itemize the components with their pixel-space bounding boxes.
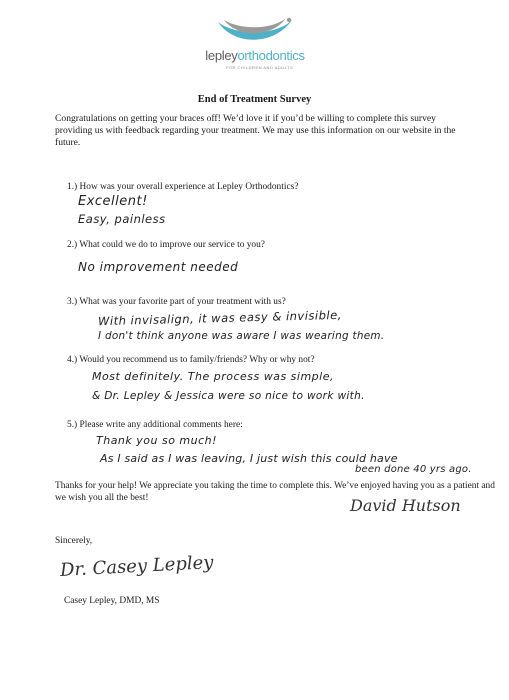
logo-word-orthodontics: orthodontics xyxy=(237,48,305,63)
question-4: 4.) Would you recommend us to family/friends? Why or why not? xyxy=(67,355,315,365)
question-3: 3.) What was your favorite part of your treatment with us? xyxy=(67,297,286,307)
patient-signature: David Hutson xyxy=(350,496,461,515)
answer-5-line-2: As I said as I was leaving, I just wish this could have xyxy=(100,452,398,465)
answer-4-line-1: Most definitely. The process was simple, xyxy=(92,370,334,383)
answer-5-line-1: Thank you so much! xyxy=(96,434,218,447)
closing-paragraph: Thanks for your help! We appreciate you taking the time to complete this. We’ve enjoyed having you as a patient and we wish you all the best! xyxy=(55,481,495,503)
answer-5-line-3: been done 40 yrs ago. xyxy=(355,464,472,475)
lepley-orthodontics-logo xyxy=(196,16,314,72)
answer-3-line-1: With invisalign, it was easy & invisible, xyxy=(97,307,343,329)
smile-logo-icon xyxy=(214,16,296,46)
logo-word-lepley: lepley xyxy=(205,48,238,63)
survey-title: End of Treatment Survey xyxy=(197,94,312,105)
intro-paragraph: Congratulations on getting your braces off! We’d love it if you’d be willing to complete this survey providing us with feedback regarding your treatment. We may use this information on our website in the future. xyxy=(55,113,456,149)
logo-wordmark xyxy=(196,48,314,63)
answer-3-line-2: I don't think anyone was aware I was wearing them. xyxy=(98,330,385,342)
question-1: 1.) How was your overall experience at Lepley Orthodontics? xyxy=(67,182,299,192)
sincerely-text: Sincerely, xyxy=(55,536,93,546)
question-5: 5.) Please write any additional comments here: xyxy=(67,420,243,430)
question-2: 2.) What could we do to improve our service to you? xyxy=(67,240,265,250)
doctor-name: Casey Lepley, DMD, MS xyxy=(64,596,160,606)
answer-1-line-2: Easy, painless xyxy=(78,212,166,226)
answer-4-line-2: & Dr. Lepley & Jessica were so nice to work with. xyxy=(92,390,365,402)
answer-2-line-1: No improvement needed xyxy=(78,260,239,274)
doctor-signature: Dr. Casey Lepley xyxy=(59,551,214,582)
answer-1-line-1: Excellent! xyxy=(78,194,148,209)
logo-tagline: FOR CHILDREN AND ADULTS xyxy=(226,65,294,70)
